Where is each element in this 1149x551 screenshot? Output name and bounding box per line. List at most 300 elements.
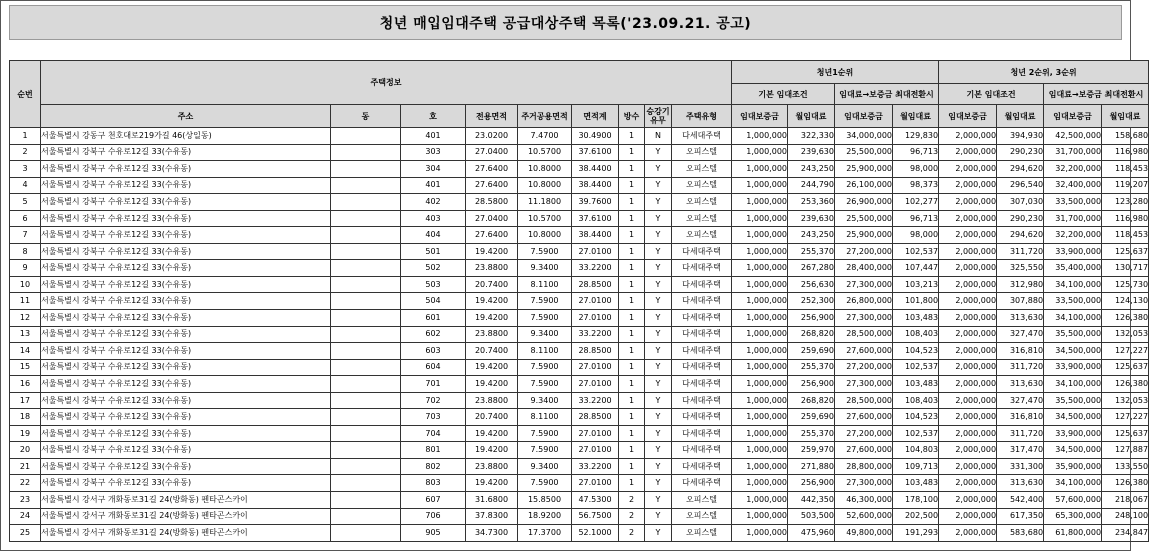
cell-elevator: Y [645, 243, 672, 260]
cell-conv-deposit-r23: 35,400,000 [1044, 260, 1102, 277]
cell-conv-rent-r1: 103,213 [893, 276, 939, 293]
cell-rooms: 1 [619, 326, 645, 343]
table-row [10, 310, 1149, 327]
cell-basic-deposit-r1: 1,000,000 [732, 161, 788, 178]
cell-address: 서울특별시 강북구 수유로12길 33(수유동) [41, 161, 331, 178]
cell-conv-rent-r1: 96,713 [893, 210, 939, 227]
cell-ho: 706 [401, 508, 466, 525]
cell-elevator: Y [645, 144, 672, 161]
cell-type: 다세대주택 [672, 260, 732, 277]
header-elevator: 승강기유무 [645, 105, 672, 128]
header-rank23: 청년 2순위, 3순위 [939, 61, 1149, 84]
cell-shared-area: 18.9200 [518, 508, 572, 525]
cell-shared-area: 10.5700 [518, 144, 572, 161]
cell-ho: 607 [401, 492, 466, 509]
cell-rooms: 1 [619, 425, 645, 442]
cell-address: 서울특별시 강북구 수유로12길 33(수유동) [41, 442, 331, 459]
cell-basic-deposit-r1: 1,000,000 [732, 425, 788, 442]
cell-conv-deposit-r1: 34,000,000 [835, 128, 893, 145]
cell-conv-rent-r23: 125,637 [1102, 243, 1149, 260]
cell-basic-deposit-r23: 2,000,000 [939, 492, 997, 509]
cell-shared-area: 9.3400 [518, 458, 572, 475]
cell-basic-rent-r23: 290,230 [997, 144, 1044, 161]
cell-conv-rent-r23: 126,380 [1102, 310, 1149, 327]
cell-exclusive-area: 20.7400 [466, 343, 518, 360]
cell-rooms: 1 [619, 376, 645, 393]
cell-conv-deposit-r23: 33,500,000 [1044, 194, 1102, 211]
cell-area-total: 27.0100 [572, 475, 619, 492]
cell-basic-deposit-r1: 1,000,000 [732, 260, 788, 277]
cell-shared-area: 7.5900 [518, 293, 572, 310]
cell-basic-rent-r23: 294,620 [997, 227, 1044, 244]
table-body [10, 128, 1149, 542]
cell-address: 서울특별시 강북구 수유로12길 33(수유동) [41, 458, 331, 475]
cell-seq: 7 [10, 227, 41, 244]
cell-elevator: Y [645, 326, 672, 343]
header-shared-area: 주거공용면적 [518, 105, 572, 128]
cell-conv-deposit-r1: 28,500,000 [835, 392, 893, 409]
cell-dong [331, 293, 401, 310]
cell-conv-deposit-r23: 32,200,000 [1044, 161, 1102, 178]
cell-exclusive-area: 37.8300 [466, 508, 518, 525]
cell-exclusive-area: 34.7300 [466, 525, 518, 542]
cell-area-total: 27.0100 [572, 243, 619, 260]
cell-basic-deposit-r23: 2,000,000 [939, 475, 997, 492]
cell-conv-rent-r23: 218,067 [1102, 492, 1149, 509]
cell-basic-rent-r1: 255,370 [788, 359, 835, 376]
cell-rooms: 1 [619, 276, 645, 293]
cell-basic-deposit-r23: 2,000,000 [939, 442, 997, 459]
cell-basic-deposit-r23: 2,000,000 [939, 425, 997, 442]
cell-conv-rent-r1: 178,100 [893, 492, 939, 509]
cell-area-total: 27.0100 [572, 310, 619, 327]
cell-exclusive-area: 19.4200 [466, 442, 518, 459]
cell-basic-deposit-r23: 2,000,000 [939, 508, 997, 525]
cell-ho: 303 [401, 144, 466, 161]
cell-ho: 501 [401, 243, 466, 260]
cell-ho: 402 [401, 194, 466, 211]
cell-dong [331, 458, 401, 475]
cell-dong [331, 343, 401, 360]
cell-address: 서울특별시 강북구 수유로12길 33(수유동) [41, 144, 331, 161]
cell-conv-rent-r23: 125,637 [1102, 359, 1149, 376]
table-row [10, 475, 1149, 492]
cell-address: 서울특별시 강북구 수유로12길 33(수유동) [41, 409, 331, 426]
cell-basic-rent-r1: 503,500 [788, 508, 835, 525]
cell-seq: 19 [10, 425, 41, 442]
cell-ho: 702 [401, 392, 466, 409]
cell-conv-deposit-r23: 33,900,000 [1044, 359, 1102, 376]
cell-conv-rent-r23: 126,380 [1102, 376, 1149, 393]
cell-conv-rent-r23: 127,887 [1102, 442, 1149, 459]
cell-basic-rent-r23: 312,980 [997, 276, 1044, 293]
cell-rooms: 1 [619, 210, 645, 227]
page-title [9, 5, 1122, 40]
cell-conv-deposit-r23: 42,500,000 [1044, 128, 1102, 145]
cell-basic-rent-r23: 296,540 [997, 177, 1044, 194]
cell-elevator: Y [645, 343, 672, 360]
cell-elevator: N [645, 128, 672, 145]
cell-conv-deposit-r1: 25,500,000 [835, 210, 893, 227]
cell-basic-deposit-r1: 1,000,000 [732, 310, 788, 327]
cell-conv-deposit-r23: 32,400,000 [1044, 177, 1102, 194]
cell-shared-area: 15.8500 [518, 492, 572, 509]
cell-conv-deposit-r23: 65,300,000 [1044, 508, 1102, 525]
cell-ho: 404 [401, 227, 466, 244]
cell-exclusive-area: 27.6400 [466, 177, 518, 194]
cell-basic-deposit-r23: 2,000,000 [939, 194, 997, 211]
cell-address: 서울특별시 강동구 천호대로219가길 46(상일동) [41, 128, 331, 145]
cell-address: 서울특별시 강북구 수유로12길 33(수유동) [41, 177, 331, 194]
cell-shared-area: 7.5900 [518, 425, 572, 442]
cell-rooms: 1 [619, 442, 645, 459]
cell-conv-deposit-r1: 25,900,000 [835, 161, 893, 178]
cell-ho: 905 [401, 525, 466, 542]
cell-basic-rent-r23: 313,630 [997, 310, 1044, 327]
cell-area-total: 38.4400 [572, 227, 619, 244]
cell-address: 서울특별시 강서구 개화동로31길 24(방화동) 펜타곤스카이 [41, 492, 331, 509]
cell-conv-rent-r1: 98,000 [893, 161, 939, 178]
cell-type: 다세대주택 [672, 409, 732, 426]
cell-basic-rent-r23: 313,630 [997, 376, 1044, 393]
cell-basic-rent-r1: 253,360 [788, 194, 835, 211]
cell-type: 다세대주택 [672, 343, 732, 360]
cell-ho: 801 [401, 442, 466, 459]
cell-basic-rent-r1: 243,250 [788, 161, 835, 178]
cell-basic-deposit-r1: 1,000,000 [732, 392, 788, 409]
cell-type: 오피스텔 [672, 525, 732, 542]
cell-address: 서울특별시 강북구 수유로12길 33(수유동) [41, 425, 331, 442]
cell-rooms: 2 [619, 492, 645, 509]
cell-basic-rent-r1: 271,880 [788, 458, 835, 475]
cell-basic-rent-r23: 327,470 [997, 392, 1044, 409]
cell-conv-rent-r1: 103,483 [893, 376, 939, 393]
cell-seq: 23 [10, 492, 41, 509]
cell-area-total: 39.7600 [572, 194, 619, 211]
cell-basic-deposit-r23: 2,000,000 [939, 525, 997, 542]
cell-elevator: Y [645, 177, 672, 194]
cell-elevator: Y [645, 310, 672, 327]
cell-conv-deposit-r1: 26,900,000 [835, 194, 893, 211]
cell-exclusive-area: 27.0400 [466, 210, 518, 227]
cell-conv-rent-r1: 101,800 [893, 293, 939, 310]
cell-basic-deposit-r23: 2,000,000 [939, 227, 997, 244]
cell-conv-deposit-r23: 34,500,000 [1044, 409, 1102, 426]
cell-rooms: 1 [619, 243, 645, 260]
cell-area-total: 27.0100 [572, 442, 619, 459]
cell-ho: 704 [401, 425, 466, 442]
cell-exclusive-area: 31.6800 [466, 492, 518, 509]
cell-conv-rent-r23: 125,637 [1102, 425, 1149, 442]
cell-conv-rent-r1: 102,537 [893, 359, 939, 376]
cell-basic-rent-r1: 239,630 [788, 210, 835, 227]
cell-basic-rent-r1: 259,690 [788, 409, 835, 426]
table-row [10, 276, 1149, 293]
cell-area-total: 33.2200 [572, 326, 619, 343]
cell-exclusive-area: 27.0400 [466, 144, 518, 161]
cell-basic-deposit-r23: 2,000,000 [939, 128, 997, 145]
header-rent-2: 월임대료 [893, 105, 939, 128]
table-row [10, 161, 1149, 178]
header-rent-1: 월임대료 [788, 105, 835, 128]
cell-ho: 401 [401, 128, 466, 145]
cell-conv-rent-r23: 234,847 [1102, 525, 1149, 542]
cell-ho: 304 [401, 161, 466, 178]
cell-basic-rent-r1: 475,960 [788, 525, 835, 542]
cell-conv-rent-r1: 103,483 [893, 310, 939, 327]
cell-conv-deposit-r23: 34,500,000 [1044, 343, 1102, 360]
cell-elevator: Y [645, 458, 672, 475]
cell-basic-rent-r23: 316,810 [997, 343, 1044, 360]
cell-ho: 401 [401, 177, 466, 194]
cell-type: 다세대주택 [672, 243, 732, 260]
cell-ho: 803 [401, 475, 466, 492]
cell-dong [331, 243, 401, 260]
cell-basic-deposit-r23: 2,000,000 [939, 343, 997, 360]
cell-exclusive-area: 23.8800 [466, 326, 518, 343]
cell-basic-rent-r1: 256,630 [788, 276, 835, 293]
cell-conv-rent-r1: 191,293 [893, 525, 939, 542]
cell-conv-deposit-r23: 33,900,000 [1044, 425, 1102, 442]
cell-exclusive-area: 19.4200 [466, 475, 518, 492]
cell-conv-deposit-r1: 25,500,000 [835, 144, 893, 161]
cell-elevator: Y [645, 276, 672, 293]
cell-shared-area: 8.1100 [518, 276, 572, 293]
table-row [10, 458, 1149, 475]
cell-type: 다세대주택 [672, 128, 732, 145]
cell-basic-deposit-r1: 1,000,000 [732, 177, 788, 194]
cell-rooms: 1 [619, 293, 645, 310]
cell-shared-area: 7.5900 [518, 475, 572, 492]
cell-dong [331, 492, 401, 509]
cell-type: 다세대주택 [672, 376, 732, 393]
cell-conv-rent-r23: 132,053 [1102, 326, 1149, 343]
cell-basic-rent-r1: 243,250 [788, 227, 835, 244]
cell-dong [331, 442, 401, 459]
table-row [10, 243, 1149, 260]
cell-basic-rent-r1: 322,330 [788, 128, 835, 145]
cell-conv-rent-r1: 104,803 [893, 442, 939, 459]
cell-shared-area: 10.8000 [518, 161, 572, 178]
cell-elevator: Y [645, 194, 672, 211]
cell-elevator: Y [645, 425, 672, 442]
header-area-total: 면적계 [572, 105, 619, 128]
cell-seq: 12 [10, 310, 41, 327]
cell-basic-rent-r23: 542,400 [997, 492, 1044, 509]
cell-ho: 601 [401, 310, 466, 327]
cell-dong [331, 227, 401, 244]
cell-seq: 13 [10, 326, 41, 343]
cell-ho: 602 [401, 326, 466, 343]
cell-conv-rent-r23: 118,453 [1102, 161, 1149, 178]
cell-ho: 802 [401, 458, 466, 475]
cell-basic-rent-r23: 294,620 [997, 161, 1044, 178]
cell-conv-rent-r1: 104,523 [893, 409, 939, 426]
header-deposit-2: 임대보증금 [835, 105, 893, 128]
cell-area-total: 33.2200 [572, 458, 619, 475]
cell-address: 서울특별시 강북구 수유로12길 33(수유동) [41, 392, 331, 409]
cell-rooms: 1 [619, 177, 645, 194]
cell-basic-rent-r23: 317,470 [997, 442, 1044, 459]
cell-address: 서울특별시 강북구 수유로12길 33(수유동) [41, 194, 331, 211]
cell-exclusive-area: 19.4200 [466, 376, 518, 393]
header-ho: 호 [401, 105, 466, 128]
header-deposit-3: 임대보증금 [939, 105, 997, 128]
cell-dong [331, 260, 401, 277]
cell-conv-rent-r23: 123,280 [1102, 194, 1149, 211]
cell-exclusive-area: 19.4200 [466, 243, 518, 260]
cell-address: 서울특별시 강북구 수유로12길 33(수유동) [41, 343, 331, 360]
cell-conv-deposit-r1: 27,200,000 [835, 243, 893, 260]
cell-conv-rent-r23: 158,680 [1102, 128, 1149, 145]
cell-basic-rent-r1: 268,820 [788, 326, 835, 343]
cell-conv-deposit-r1: 26,100,000 [835, 177, 893, 194]
cell-conv-rent-r23: 116,980 [1102, 144, 1149, 161]
cell-conv-deposit-r1: 26,800,000 [835, 293, 893, 310]
cell-area-total: 28.8500 [572, 343, 619, 360]
cell-address: 서울특별시 강북구 수유로12길 33(수유동) [41, 359, 331, 376]
cell-seq: 17 [10, 392, 41, 409]
cell-conv-rent-r23: 125,730 [1102, 276, 1149, 293]
cell-area-total: 37.6100 [572, 144, 619, 161]
cell-dong [331, 276, 401, 293]
cell-area-total: 28.8500 [572, 409, 619, 426]
cell-conv-rent-r1: 102,537 [893, 243, 939, 260]
cell-address: 서울특별시 강서구 개화동로31길 24(방화동) 펜타곤스카이 [41, 508, 331, 525]
cell-shared-area: 7.5900 [518, 442, 572, 459]
cell-rooms: 1 [619, 128, 645, 145]
cell-basic-rent-r1: 259,970 [788, 442, 835, 459]
cell-rooms: 1 [619, 194, 645, 211]
cell-conv-rent-r1: 129,830 [893, 128, 939, 145]
cell-ho: 403 [401, 210, 466, 227]
cell-dong [331, 326, 401, 343]
table-row [10, 128, 1149, 145]
cell-conv-deposit-r1: 25,900,000 [835, 227, 893, 244]
cell-exclusive-area: 27.6400 [466, 227, 518, 244]
cell-conv-deposit-r1: 27,200,000 [835, 425, 893, 442]
cell-type: 다세대주택 [672, 310, 732, 327]
cell-area-total: 47.5300 [572, 492, 619, 509]
cell-basic-deposit-r1: 1,000,000 [732, 409, 788, 426]
cell-elevator: Y [645, 475, 672, 492]
cell-basic-deposit-r1: 1,000,000 [732, 442, 788, 459]
header-address: 주소 [41, 105, 331, 128]
cell-conv-rent-r1: 103,483 [893, 475, 939, 492]
table-header [10, 61, 1149, 128]
cell-conv-deposit-r23: 35,500,000 [1044, 392, 1102, 409]
cell-conv-deposit-r23: 57,600,000 [1044, 492, 1102, 509]
header-exclusive-area: 전용면적 [466, 105, 518, 128]
cell-type: 오피스텔 [672, 492, 732, 509]
cell-area-total: 38.4400 [572, 177, 619, 194]
cell-address: 서울특별시 강북구 수유로12길 33(수유동) [41, 310, 331, 327]
cell-area-total: 38.4400 [572, 161, 619, 178]
cell-basic-deposit-r23: 2,000,000 [939, 144, 997, 161]
table-row [10, 508, 1149, 525]
cell-conv-rent-r1: 96,713 [893, 144, 939, 161]
cell-basic-deposit-r1: 1,000,000 [732, 293, 788, 310]
cell-basic-deposit-r23: 2,000,000 [939, 210, 997, 227]
cell-basic-deposit-r23: 2,000,000 [939, 260, 997, 277]
cell-conv-deposit-r23: 34,500,000 [1044, 442, 1102, 459]
cell-dong [331, 475, 401, 492]
cell-conv-rent-r1: 98,000 [893, 227, 939, 244]
cell-type: 다세대주택 [672, 326, 732, 343]
table-row [10, 359, 1149, 376]
table-row [10, 409, 1149, 426]
cell-address: 서울특별시 강북구 수유로12길 33(수유동) [41, 260, 331, 277]
cell-elevator: Y [645, 227, 672, 244]
cell-dong [331, 525, 401, 542]
header-basic-1: 기본 임대조건 [732, 84, 835, 105]
cell-seq: 2 [10, 144, 41, 161]
cell-basic-rent-r23: 307,880 [997, 293, 1044, 310]
cell-basic-rent-r23: 311,720 [997, 243, 1044, 260]
cell-basic-deposit-r23: 2,000,000 [939, 161, 997, 178]
header-rent-3: 월임대료 [997, 105, 1044, 128]
cell-conv-deposit-r1: 27,200,000 [835, 359, 893, 376]
cell-conv-rent-r1: 108,403 [893, 326, 939, 343]
cell-address: 서울특별시 강북구 수유로12길 33(수유동) [41, 276, 331, 293]
header-rooms: 방수 [619, 105, 645, 128]
cell-elevator: Y [645, 409, 672, 426]
cell-basic-deposit-r1: 1,000,000 [732, 376, 788, 393]
cell-conv-rent-r23: 126,380 [1102, 475, 1149, 492]
cell-conv-deposit-r23: 35,900,000 [1044, 458, 1102, 475]
cell-conv-deposit-r1: 27,300,000 [835, 376, 893, 393]
cell-basic-rent-r23: 617,350 [997, 508, 1044, 525]
cell-shared-area: 9.3400 [518, 326, 572, 343]
cell-elevator: Y [645, 161, 672, 178]
cell-conv-deposit-r1: 49,800,000 [835, 525, 893, 542]
cell-seq: 6 [10, 210, 41, 227]
cell-basic-deposit-r1: 1,000,000 [732, 359, 788, 376]
cell-type: 오피스텔 [672, 177, 732, 194]
cell-basic-rent-r23: 331,300 [997, 458, 1044, 475]
table-row [10, 293, 1149, 310]
cell-address: 서울특별시 강북구 수유로12길 33(수유동) [41, 326, 331, 343]
cell-conv-deposit-r23: 31,700,000 [1044, 210, 1102, 227]
cell-conv-rent-r1: 108,403 [893, 392, 939, 409]
cell-basic-rent-r1: 239,630 [788, 144, 835, 161]
cell-basic-deposit-r1: 1,000,000 [732, 144, 788, 161]
title-text: 청년 매입임대주택 공급대상주택 목록('23.09.21. 공고) [379, 15, 752, 32]
cell-conv-deposit-r23: 35,500,000 [1044, 326, 1102, 343]
cell-rooms: 2 [619, 508, 645, 525]
cell-basic-deposit-r1: 1,000,000 [732, 475, 788, 492]
cell-seq: 8 [10, 243, 41, 260]
cell-basic-deposit-r1: 1,000,000 [732, 343, 788, 360]
cell-conv-rent-r23: 116,980 [1102, 210, 1149, 227]
cell-basic-deposit-r1: 1,000,000 [732, 227, 788, 244]
cell-area-total: 30.4900 [572, 128, 619, 145]
cell-rooms: 1 [619, 458, 645, 475]
cell-exclusive-area: 19.4200 [466, 310, 518, 327]
cell-rooms: 1 [619, 161, 645, 178]
cell-address: 서울특별시 강북구 수유로12길 33(수유동) [41, 376, 331, 393]
cell-seq: 11 [10, 293, 41, 310]
cell-basic-rent-r23: 311,720 [997, 359, 1044, 376]
cell-conv-rent-r1: 107,447 [893, 260, 939, 277]
cell-seq: 16 [10, 376, 41, 393]
cell-seq: 18 [10, 409, 41, 426]
cell-ho: 503 [401, 276, 466, 293]
cell-conv-deposit-r23: 33,500,000 [1044, 293, 1102, 310]
cell-basic-rent-r1: 244,790 [788, 177, 835, 194]
cell-basic-deposit-r23: 2,000,000 [939, 409, 997, 426]
cell-basic-rent-r1: 255,370 [788, 243, 835, 260]
